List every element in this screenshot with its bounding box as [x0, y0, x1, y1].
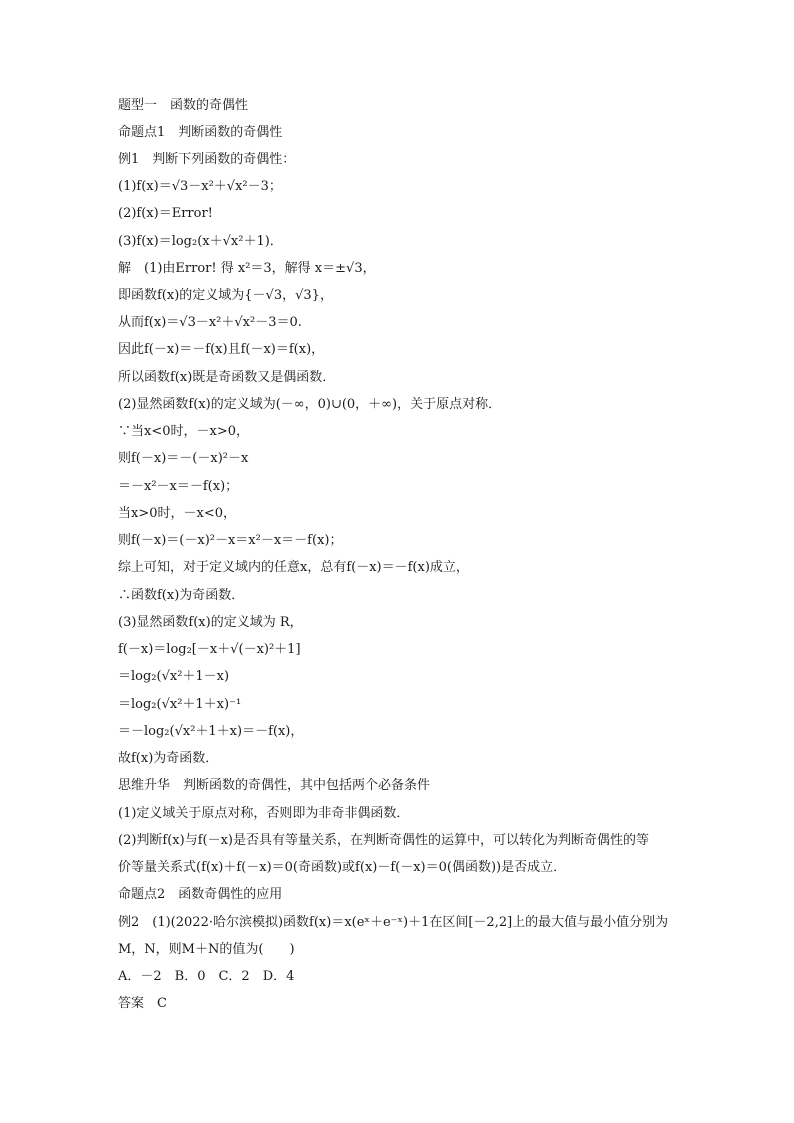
- summary-point-1: (1)定义域关于原点对称，否则即为非奇非偶函数．: [118, 806, 410, 821]
- solution-line: 即函数f(x)的定义域为{－√3，√3}，: [118, 288, 333, 303]
- example-1-part-1: (1)f(x)＝√3－x²＋√x²－3；: [118, 179, 282, 194]
- summary-point-2-cont: 价等量关系式(f(x)＋f(－x)＝0(奇函数)或f(x)－f(－x)＝0(偶函数))是否成立．: [118, 860, 567, 875]
- example-2-question-cont: M，N，则M＋N的值为( ): [118, 942, 295, 957]
- solution-line: ＝log₂(√x²＋1－x): [118, 669, 230, 684]
- answer-options: A．－2 B．0 C．2 D．4: [118, 969, 295, 984]
- solution-line: ＝log₂(√x²＋1＋x)⁻¹: [118, 697, 242, 712]
- solution-line: 故f(x)为奇函数．: [118, 751, 219, 766]
- solution-line: ＝－x²－x＝－f(x)；: [118, 479, 239, 494]
- example-1-part-3: (3)f(x)＝log₂(x＋√x²＋1)．: [118, 234, 283, 249]
- thinking-summary-heading: 思维升华 判断函数的奇偶性，其中包括两个必备条件: [118, 778, 431, 793]
- solution-line: ∴函数f(x)为奇函数．: [118, 588, 245, 603]
- solution-line: 从而f(x)＝√3－x²＋√x²－3＝0.: [118, 315, 302, 330]
- solution-line: (3)显然函数f(x)的定义域为 R，: [118, 615, 303, 630]
- solution-line: 当x>0时，－x<0，: [118, 506, 236, 521]
- example-1-part-2: (2)f(x)＝Error!: [118, 206, 213, 221]
- solution-line: 则f(－x)＝－(－x)²－x: [118, 451, 249, 466]
- solution-line: 解 (1)由Error! 得 x²＝3，解得 x＝±√3，: [118, 261, 376, 276]
- section-heading: 题型一 函数的奇偶性: [118, 98, 249, 113]
- solution-line: ＝－log₂(√x²＋1＋x)＝－f(x)，: [118, 724, 304, 739]
- solution-line: 则f(－x)＝(－x)²－x＝x²－x＝－f(x)；: [118, 533, 343, 548]
- example-1-title: 例1 判断下列函数的奇偶性：: [118, 152, 296, 167]
- solution-line: 因此f(－x)＝－f(x)且f(－x)＝f(x)，: [118, 342, 325, 357]
- summary-point-2: (2)判断f(x)与f(－x)是否具有等量关系，在判断奇偶性的运算中，可以转化为判断奇偶性的等: [118, 833, 649, 848]
- solution-line: (2)显然函数f(x)的定义域为(－∞，0)∪(0，＋∞)，关于原点对称．: [118, 397, 502, 412]
- answer-line: 答案 C: [118, 996, 167, 1011]
- example-2-question: 例2 (1)(2022·哈尔滨模拟)函数f(x)＝x(eˣ＋e⁻ˣ)＋1在区间[－2,2]上的最大值与最小值分别为: [118, 915, 669, 930]
- solution-line: 综上可知，对于定义域内的任意x，总有f(－x)＝－f(x)成立，: [118, 560, 469, 575]
- solution-line: ∵当x<0时，－x>0，: [118, 424, 249, 439]
- topic-heading-2: 命题点2 函数奇偶性的应用: [118, 887, 283, 902]
- topic-heading-1: 命题点1 判断函数的奇偶性: [118, 125, 283, 140]
- solution-line: 所以函数f(x)既是奇函数又是偶函数．: [118, 370, 336, 385]
- solution-line: f(－x)＝log₂[－x＋√(－x)²＋1]: [118, 642, 301, 657]
